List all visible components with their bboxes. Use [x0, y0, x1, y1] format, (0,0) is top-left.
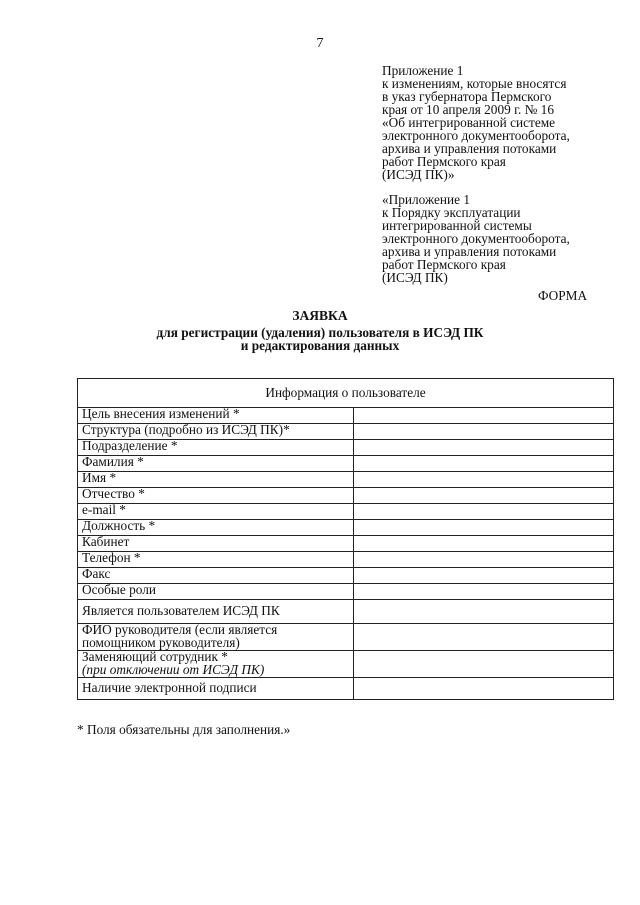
field-value-cell[interactable]: [354, 424, 614, 440]
appendix-2-line: работ Пермского края: [382, 257, 506, 272]
table-header: Информация о пользователе: [78, 379, 614, 408]
appendix-1-line: в указ губернатора Пермского: [382, 89, 552, 104]
field-label: Имя *: [78, 472, 354, 488]
footnote: * Поля обязательны для заполнения.»: [77, 722, 291, 737]
appendix-2-line: (ИСЭД ПК): [382, 270, 448, 285]
form-label: ФОРМА: [538, 288, 588, 303]
appendix-1-line: электронного документооборота,: [382, 128, 570, 143]
field-value-cell[interactable]: [354, 472, 614, 488]
field-label: Отчество *: [78, 488, 354, 504]
field-label: ФИО руководителя (если является помощником руководителя): [78, 624, 354, 651]
field-value-cell[interactable]: [354, 408, 614, 424]
appendix-1-line: к изменениям, которые вносятся: [382, 76, 567, 91]
appendix-1-line: работ Пермского края: [382, 154, 506, 169]
user-info-table: [77, 378, 614, 700]
document-title: ЗАЯВКА: [292, 308, 348, 323]
field-value-cell[interactable]: [354, 651, 614, 678]
field-note: (при отключении от ИСЭД ПК): [82, 661, 265, 677]
field-label: Является пользователем ИСЭД ПК: [78, 600, 354, 624]
subtitle-line: для регистрации (удаления) пользователя в ИСЭД ПК: [156, 325, 484, 340]
field-value-cell[interactable]: [354, 568, 614, 584]
appendix-1-line: (ИСЭД ПК)»: [382, 167, 455, 182]
field-value-cell[interactable]: [354, 678, 614, 700]
field-label: Кабинет: [78, 536, 354, 552]
field-label: Телефон *: [78, 552, 354, 568]
subtitle-line: и редактирования данных: [240, 338, 400, 353]
page-number: 7: [316, 36, 324, 51]
field-label: Цель внесения изменений *: [78, 408, 354, 424]
field-value-cell[interactable]: [354, 600, 614, 624]
appendix-2-block: [382, 193, 612, 284]
field-label: Особые роли: [78, 584, 354, 600]
field-label: e-mail *: [78, 504, 354, 520]
field-value-cell[interactable]: [354, 536, 614, 552]
field-value-cell[interactable]: [354, 584, 614, 600]
field-label: Наличие электронной подписи: [78, 678, 354, 700]
appendix-1-block: [382, 64, 612, 181]
field-value-cell[interactable]: [354, 624, 614, 651]
field-value-cell[interactable]: [354, 504, 614, 520]
field-label: Заменяющий сотрудник *: [82, 650, 228, 664]
field-value-cell[interactable]: [354, 488, 614, 504]
field-value-cell[interactable]: [354, 456, 614, 472]
appendix-1-line: края от 10 апреля 2009 г. № 16: [382, 102, 554, 117]
appendix-2-line: интегрированной системы: [382, 218, 532, 233]
appendix-2-line: к Порядку эксплуатации: [382, 205, 521, 220]
field-value-cell[interactable]: [354, 552, 614, 568]
appendix-2-line: электронного документооборота,: [382, 231, 570, 246]
field-label: Подразделение *: [78, 440, 354, 456]
document-subtitle: [0, 326, 640, 352]
appendix-1-line: Приложение 1: [382, 63, 464, 78]
field-label-with-note: [78, 651, 354, 678]
field-label: Факс: [78, 568, 354, 584]
field-label: Фамилия *: [78, 456, 354, 472]
field-label: Структура (подробно из ИСЭД ПК)*: [78, 424, 354, 440]
appendix-2-line: архива и управления потоками: [382, 244, 557, 259]
appendix-1-line: «Об интегрированной системе: [382, 115, 556, 130]
appendix-2-line: «Приложение 1: [382, 192, 470, 207]
appendix-1-line: архива и управления потоками: [382, 141, 557, 156]
field-value-cell[interactable]: [354, 440, 614, 456]
field-value-cell[interactable]: [354, 520, 614, 536]
field-label: Должность *: [78, 520, 354, 536]
